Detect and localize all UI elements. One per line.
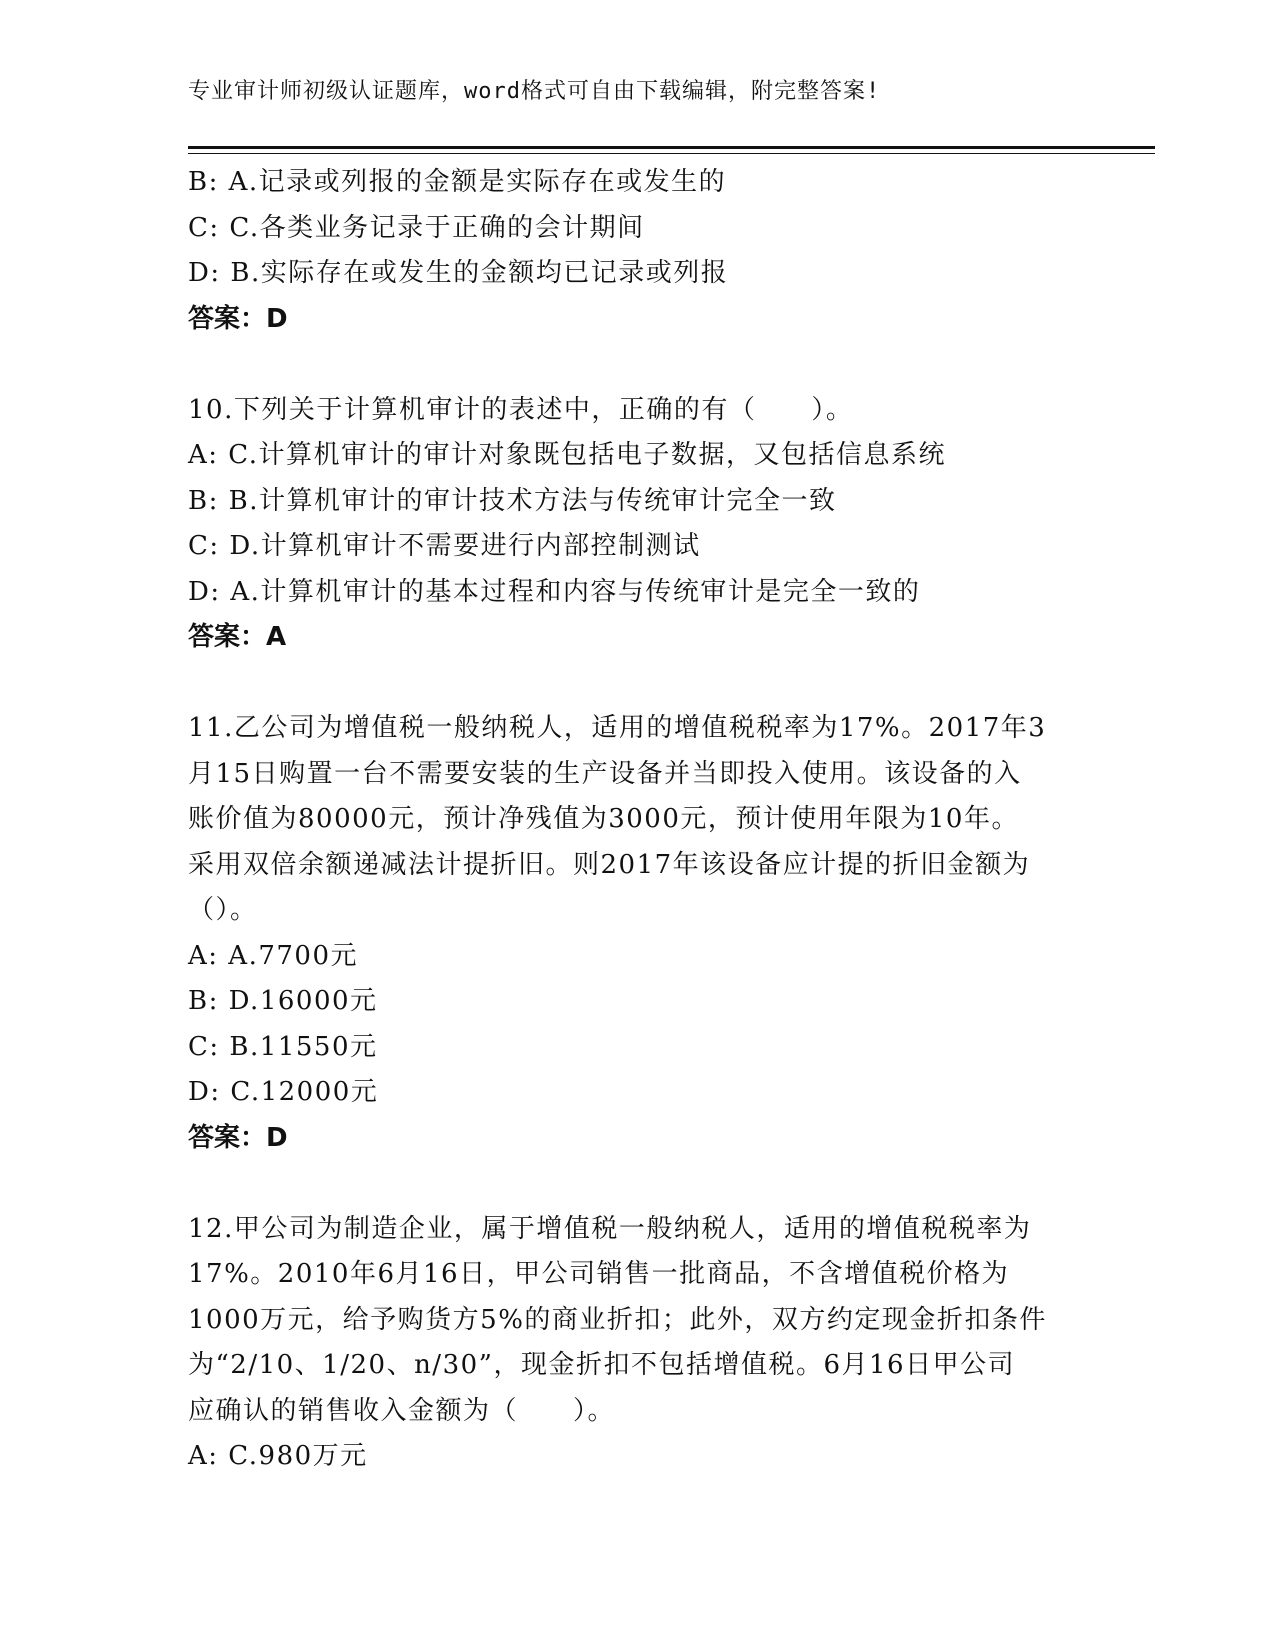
spacer — [188, 1161, 1088, 1207]
option-c: C: B.11550元 — [188, 1031, 378, 1062]
question-content — [188, 160, 1088, 1480]
question-text-line: 12.甲公司为制造企业，属于增值税一般纳税人，适用的增值税税率为 — [188, 1213, 1032, 1244]
option-c: C: D.计算机审计不需要进行内部控制测试 — [188, 531, 701, 561]
option-d: D: B.实际存在或发生的金额均已记录或列报 — [188, 258, 729, 288]
option-a: A: A.7700元 — [188, 940, 359, 971]
option-a: A: C.980万元 — [188, 1441, 368, 1471]
spacer — [188, 342, 1088, 388]
question-11 — [188, 706, 1088, 1161]
spacer — [188, 661, 1088, 707]
question-text-line: 账价值为80000元，预计净残值为3000元，预计使用年限为10年。 — [188, 804, 1019, 834]
header-rule-thick — [188, 146, 1155, 149]
question-text-line: 1000万元，给予购货方5%的商业折扣；此外，双方约定现金折扣条件 — [188, 1304, 1047, 1335]
question-text-line: 为“2/10、1/20、n/30”，现金折扣不包括增值税。6月16日甲公司 — [188, 1350, 1016, 1380]
question-text-line: 17%。2010年6月16日，甲公司销售一批商品，不含增值税价格为 — [188, 1259, 1010, 1289]
option-a: A: C.计算机审计的审计对象既包括电子数据，又包括信息系统 — [188, 440, 947, 470]
answer: 答案：D — [188, 303, 288, 334]
question-text-line: 采用双倍余额递减法计提折旧。则2017年该设备应计提的折旧金额为 — [188, 849, 1031, 880]
question-text-line: 月15日购置一台不需要安装的生产设备并当即投入使用。该设备的入 — [188, 758, 1022, 789]
question-text-line: 11.乙公司为增值税一般纳税人，适用的增值税税率为17%。2017年3 — [188, 713, 1047, 743]
option-d: D: C.12000元 — [188, 1077, 379, 1107]
header-rule-thin — [188, 153, 1155, 154]
question-12 — [188, 1207, 1088, 1480]
option-c: C: C.各类业务记录于正确的会计期间 — [188, 212, 645, 243]
question-text: 10.下列关于计算机审计的表述中，正确的有（ ）。 — [188, 394, 854, 425]
page-header: 专业审计师初级认证题库，word格式可自由下载编辑，附完整答案! — [188, 79, 881, 104]
option-b: B: A.记录或列报的金额是实际存在或发生的 — [188, 167, 727, 197]
question-10 — [188, 388, 1088, 661]
answer: 答案：D — [188, 1122, 288, 1153]
option-b: B: D.16000元 — [188, 986, 378, 1016]
answer: 答案：A — [188, 622, 287, 652]
carry-over-question — [188, 160, 1088, 342]
question-text-line: 应确认的销售收入金额为（ ）。 — [188, 1395, 616, 1426]
option-d: D: A.计算机审计的基本过程和内容与传统审计是完全一致的 — [188, 576, 921, 607]
option-b: B: B.计算机审计的审计技术方法与传统审计完全一致 — [188, 485, 837, 516]
question-text-line: （）。 — [188, 895, 258, 925]
